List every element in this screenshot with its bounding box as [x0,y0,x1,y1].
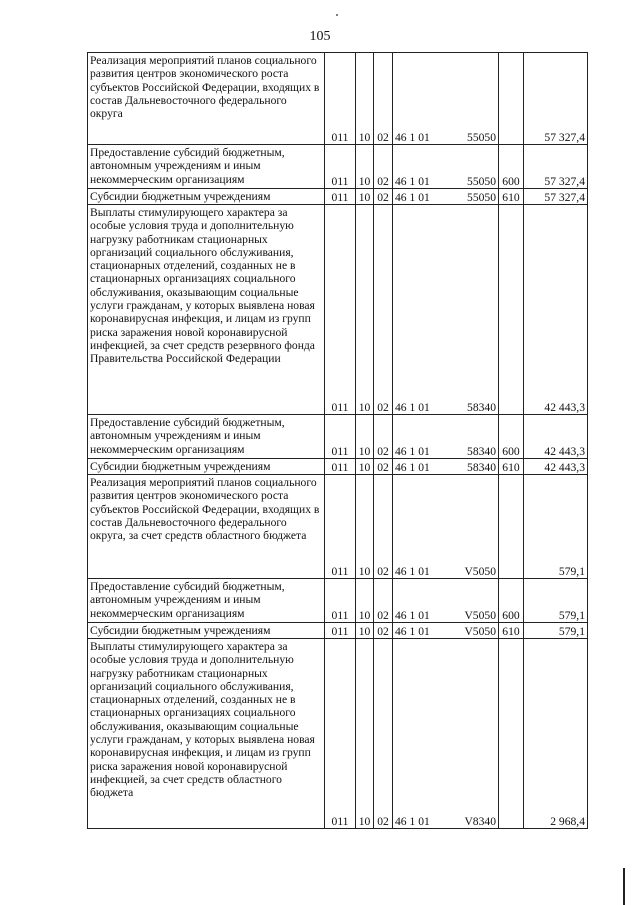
subsection-code: 02 [374,623,393,639]
ministry-code: 011 [325,459,356,475]
expense-type: 600 [499,579,524,623]
table-row [88,475,588,579]
target-article [393,415,499,459]
section-code: 10 [356,459,374,475]
target-article [393,639,499,829]
direction-code: V5050 [464,624,496,638]
table-row [88,459,588,475]
direction-code: 58340 [467,460,496,474]
target-article [393,189,499,205]
row-name: Субсидии бюджетным учреждениям [88,623,325,639]
subsection-code: 02 [374,459,393,475]
amount: 42 443,3 [524,415,588,459]
ministry-code: 011 [325,53,356,145]
program-code: 46 1 01 [395,460,430,474]
direction-code: 58340 [467,444,496,458]
page-number: 105 [309,29,331,44]
subsection-code: 02 [374,205,393,415]
row-name: Предоставление субсидий бюджетным, автономным учреждениям и иным некоммерческим организациям [88,579,325,623]
section-code: 10 [356,579,374,623]
target-article [393,145,499,189]
direction-code: 55050 [467,130,496,144]
amount: 57 327,4 [524,53,588,145]
subsection-code: 02 [374,639,393,829]
table-row [88,145,588,189]
table-row [88,639,588,829]
program-code: 46 1 01 [395,400,430,414]
direction-code: 58340 [467,400,496,414]
row-name: Предоставление субсидий бюджетным, автономным учреждениям и иным некоммерческим организациям [88,415,325,459]
expense-type [499,205,524,415]
table-row [88,53,588,145]
direction-code: 55050 [467,174,496,188]
expense-type: 600 [499,145,524,189]
ministry-code: 011 [325,415,356,459]
expense-type: 610 [499,623,524,639]
direction-code: V5050 [464,608,496,622]
program-code: 46 1 01 [395,130,430,144]
row-name: Реализация мероприятий планов социального развития центров экономического роста субъектов Российской Федерации, входящих в состав Дальневосточного федерального округа [88,53,325,145]
section-code: 10 [356,205,374,415]
target-article [393,623,499,639]
row-name: Выплаты стимулирующего характера за особые условия труда и дополнительную нагрузку работникам стационарных организаций социального обслуживания, стационарных отделений, созданных не в стационарных организациях социального обслуживания, оказывающим социальные услуги гражданам, у которых выявлена новая коронавирусная инфекция, и лицам из групп риска заражения новой коронавирусной инфекцией, за счет средств областного бюджета [88,639,325,829]
ministry-code: 011 [325,623,356,639]
subsection-code: 02 [374,415,393,459]
program-code: 46 1 01 [395,608,430,622]
amount: 42 443,3 [524,459,588,475]
section-code: 10 [356,475,374,579]
subsection-code: 02 [374,53,393,145]
amount: 57 327,4 [524,145,588,189]
expense-type: 610 [499,189,524,205]
section-code: 10 [356,53,374,145]
table-row [88,623,588,639]
ministry-code: 011 [325,205,356,415]
table-row [88,205,588,415]
target-article [393,205,499,415]
scan-speck [336,14,338,16]
row-name: Реализация мероприятий планов социального развития центров экономического роста субъектов Российской Федерации, входящих в состав Дальневосточного федерального округа, за счет средств областного бюджета [88,475,325,579]
table-row [88,579,588,623]
target-article [393,579,499,623]
table-row [88,189,588,205]
subsection-code: 02 [374,145,393,189]
expense-type: 610 [499,459,524,475]
expense-type: 600 [499,415,524,459]
amount: 579,1 [524,623,588,639]
amount: 2 968,4 [524,639,588,829]
expense-type [499,639,524,829]
expense-type [499,475,524,579]
budget-table [87,52,588,829]
direction-code: 55050 [467,190,496,204]
row-name: Предоставление субсидий бюджетным, автономным учреждениям и иным некоммерческим организациям [88,145,325,189]
section-code: 10 [356,623,374,639]
section-code: 10 [356,189,374,205]
amount: 579,1 [524,475,588,579]
direction-code: V8340 [464,814,496,828]
program-code: 46 1 01 [395,190,430,204]
row-name: Выплаты стимулирующего характера за особые условия труда и дополнительную нагрузку работникам стационарных организаций социального обслуживания, стационарных отделений, созданных не в стационарных организациях социального обслуживания, оказывающим социальные услуги гражданам, у которых выявлена новая коронавирусная инфекция, и лицам из групп риска заражения новой коронавирусной инфекцией, за счет средств резервного фонда Правительства Российской Федерации [88,205,325,415]
subsection-code: 02 [374,475,393,579]
row-name: Субсидии бюджетным учреждениям [88,459,325,475]
amount: 57 327,4 [524,189,588,205]
amount: 42 443,3 [524,205,588,415]
section-code: 10 [356,145,374,189]
target-article [393,475,499,579]
scan-edge-mark [623,868,625,905]
program-code: 46 1 01 [395,814,430,828]
row-name: Субсидии бюджетным учреждениям [88,189,325,205]
target-article [393,53,499,145]
budget-table-body [88,53,588,829]
ministry-code: 011 [325,475,356,579]
section-code: 10 [356,415,374,459]
ministry-code: 011 [325,579,356,623]
expense-type [499,53,524,145]
program-code: 46 1 01 [395,444,430,458]
program-code: 46 1 01 [395,174,430,188]
program-code: 46 1 01 [395,624,430,638]
program-code: 46 1 01 [395,564,430,578]
subsection-code: 02 [374,579,393,623]
amount: 579,1 [524,579,588,623]
target-article [393,459,499,475]
subsection-code: 02 [374,189,393,205]
ministry-code: 011 [325,189,356,205]
ministry-code: 011 [325,639,356,829]
direction-code: V5050 [464,564,496,578]
table-row [88,415,588,459]
section-code: 10 [356,639,374,829]
ministry-code: 011 [325,145,356,189]
